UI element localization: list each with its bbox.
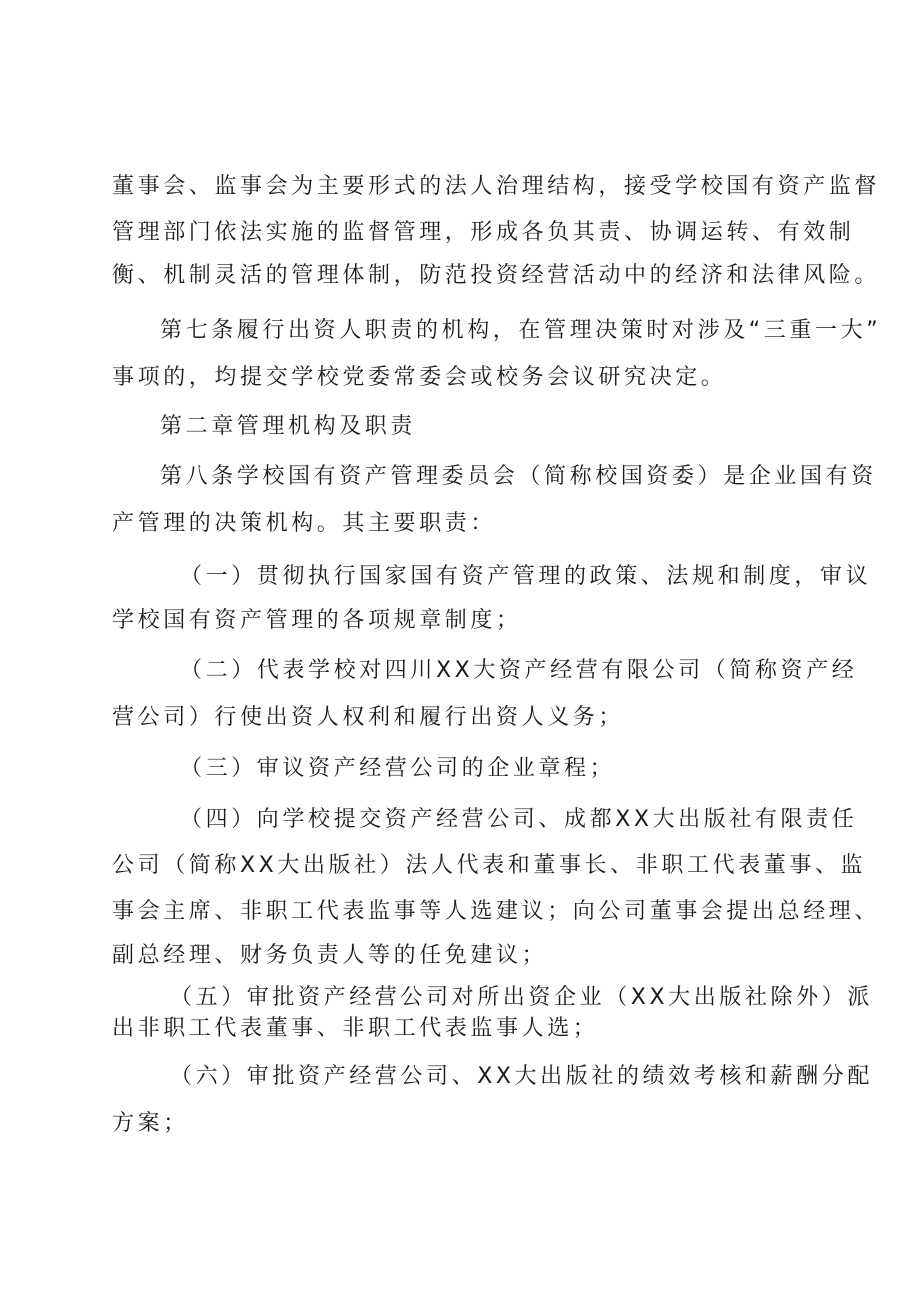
list-item-6: （六）审批资产经营公司、XX大出版社的绩效考核和薪酬分配: [170, 1064, 873, 1089]
list-item-1: （一）贯彻执行国家国有资产管理的政策、法规和制度，审议: [180, 564, 872, 589]
paragraph-line: 方案；: [112, 1111, 189, 1136]
paragraph-line: 公司（简称XX大出版社）法人代表和董事长、非职工代表董事、监: [112, 853, 867, 878]
list-item-5: （五）审批资产经营公司对所出资企业（XX大出版社除外）派: [170, 985, 873, 1010]
paragraph-line: 衡、机制灵活的管理体制，防范投资经营活动中的经济和法律风险。: [112, 263, 881, 288]
paragraph-line: 学校国有资产管理的各项规章制度；: [112, 608, 522, 633]
paragraph-line: 董事会、监事会为主要形式的法人治理结构，接受学校国有资产监督: [112, 174, 881, 199]
paragraph-line: 营公司）行使出资人权利和履行出资人义务；: [112, 705, 625, 730]
chapter-heading: 第二章管理机构及职责: [160, 414, 417, 439]
list-item-4: （四）向学校提交资产经营公司、成都XX大出版社有限责任: [180, 807, 858, 832]
paragraph-line: 产管理的决策机构。其主要职责：: [112, 511, 497, 536]
list-item-2: （二）代表学校对四川XX大资产经营有限公司（简称资产经: [180, 658, 858, 683]
article-7-line: 第七条履行出资人职责的机构，在管理决策时对涉及“三重一大”: [160, 318, 882, 343]
paragraph-line: 事项的，均提交学校党委常委会或校务会议研究决定。: [112, 365, 727, 390]
paragraph-line: 管理部门依法实施的监督管理，形成各负其责、协调运转、有效制: [112, 220, 855, 245]
article-8-line: 第八条学校国有资产管理委员会（简称校国资委）是企业国有资: [160, 464, 877, 489]
list-item-3: （三）审议资产经营公司的企业章程；: [180, 756, 616, 781]
paragraph-line: 出非职工代表董事、非职工代表监事人选；: [112, 1016, 599, 1041]
paragraph-line: 事会主席、非职工代表监事等人选建议；向公司董事会提出总经理、: [112, 899, 881, 924]
paragraph-line: 副总经理、财务负责人等的任免建议；: [112, 943, 548, 968]
